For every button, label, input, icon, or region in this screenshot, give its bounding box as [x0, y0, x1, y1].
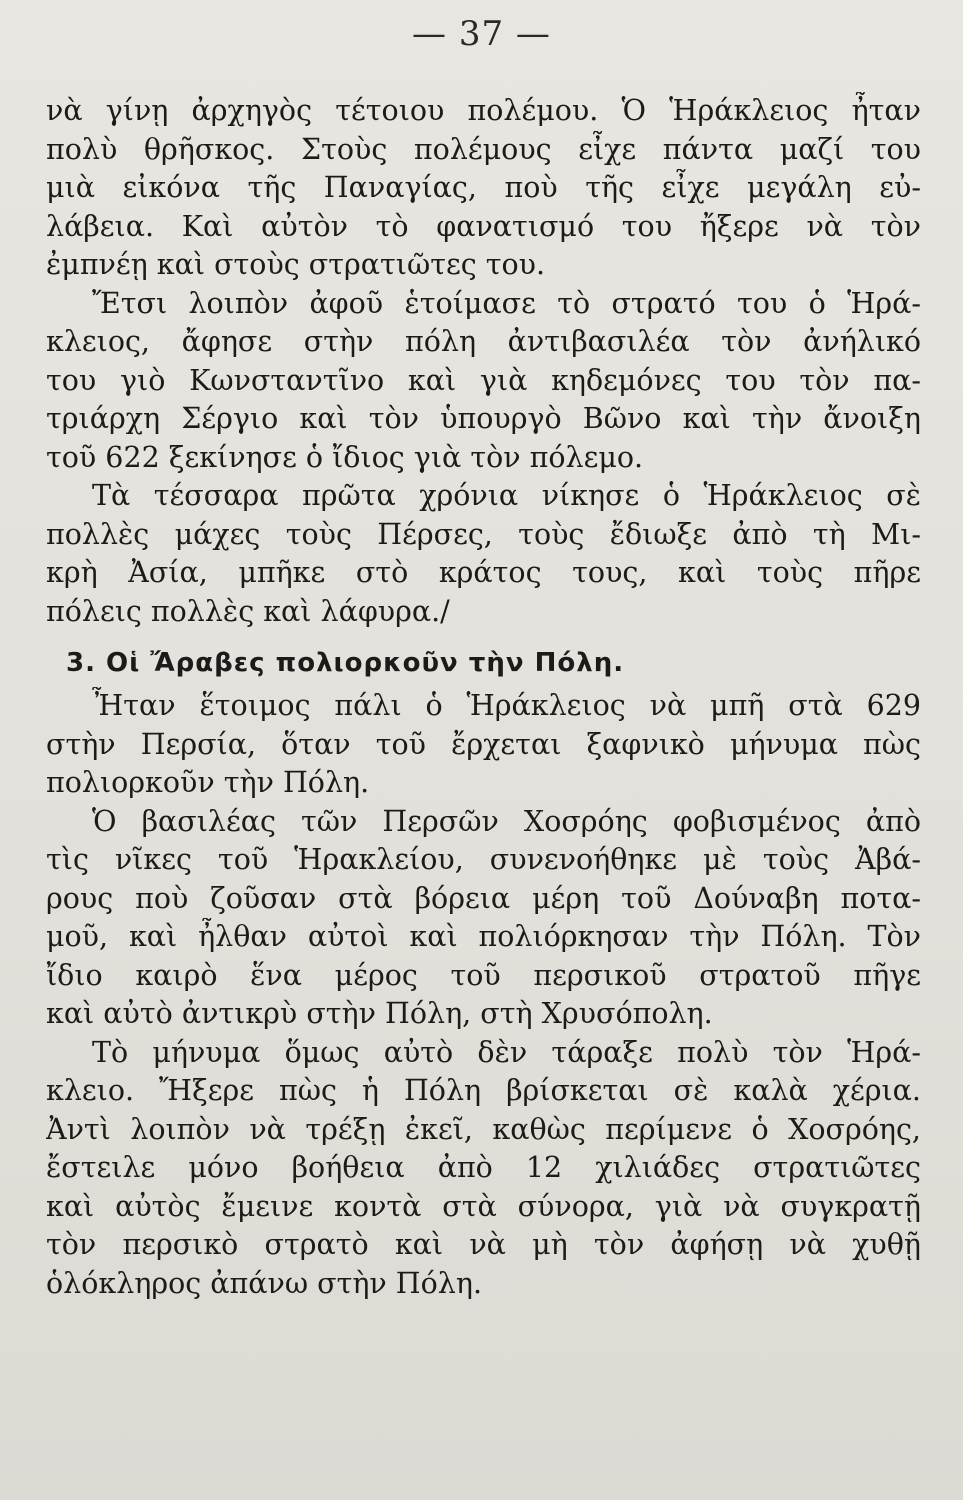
text-line: στὴν Περσία, ὅταν τοῦ ἔρχεται ξαφνικὸ μήνυμα πὼς — [46, 727, 921, 761]
text-upper — [46, 92, 921, 1303]
text-line: καὶ αὐτὸς ἔμεινε κοντὰ στὰ σύνορα, γιὰ νὰ συγκρατῇ — [46, 1189, 921, 1223]
text-line: νὰ γίνῃ ἀρχηγὸς τέτοιου πολέμου. Ὁ Ἡράκλειος ἦταν — [46, 94, 921, 127]
text-line: τοῦ 622 ξεκίνησε ὁ ἴδιος γιὰ τὸν πόλεμο. — [46, 440, 644, 474]
text-line: Ἔτσι λοιπὸν ἀφοῦ ἑτοίμασε τὸ στρατό του ὁ Ἡρά- — [92, 286, 921, 320]
paragraph — [46, 285, 921, 478]
text-line: πολὺ θρῆσκος. Στοὺς πολέμους εἶχε πάντα μαζί του — [46, 132, 921, 166]
text-line: ἐμπνέῃ καὶ στοὺς στρατιῶτες του. — [46, 248, 546, 281]
text-line: Ἦταν ἕτοιμος πάλι ὁ Ἡράκλειος νὰ μπῆ στὰ 629 — [92, 689, 921, 722]
text-line: ρους ποὺ ζοῦσαν στὰ βόρεια μέρη τοῦ Δούναβη ποτα- — [46, 881, 921, 915]
text-line: τὸν περσικὸ στρατὸ καὶ νὰ μὴ τὸν ἀφήσῃ νὰ χυθῇ — [46, 1228, 921, 1261]
text-line: λάβεια. Καὶ αὐτὸν τὸ φανατισμό του ἤξερε νὰ τὸν — [46, 209, 921, 243]
text-line: ἴδιο καιρὸ ἕνα μέρος τοῦ περσικοῦ στρατοῦ πῆγε — [46, 958, 921, 992]
text-line: ὁλόκληρος ἀπάνω στὴν Πόλη. — [46, 1266, 483, 1300]
text-line: κρὴ Ἀσία, μπῆκε στὸ κράτος τους, καὶ τοὺς πῆρε — [46, 556, 921, 589]
paragraph — [46, 1034, 921, 1304]
text-line: πολιορκοῦν τὴν Πόλη. — [46, 766, 370, 799]
paragraph — [46, 803, 921, 1034]
text-line: κλειο. Ἤξερε πὼς ἡ Πόλη βρίσκεται σὲ καλὰ χέρια. — [46, 1074, 921, 1107]
text-line: Τὰ τέσσαρα πρῶτα χρόνια νίκησε ὁ Ἡράκλειος σὲ — [92, 479, 921, 512]
text-line: Ἀντὶ λοιπὸν νὰ τρέξῃ ἐκεῖ, καθὼς περίμενε ὁ Χοσρόης, — [46, 1112, 921, 1146]
text-line: του γιὸ Κωνσταντῖνο καὶ γιὰ κηδεμόνες του τὸν πα- — [46, 363, 921, 397]
paragraph — [46, 477, 921, 631]
text-line: Ὁ βασιλέας τῶν Περσῶν Χοσρόης φοβισμένος ἀπὸ — [92, 804, 921, 838]
page-number: — 37 — — [412, 14, 551, 54]
paragraph — [46, 687, 921, 803]
text-line: τὶς νῖκες τοῦ Ἡρακλείου, συνενοήθηκε μὲ τοὺς Ἀβά- — [46, 843, 921, 876]
text-line: πόλεις πολλὲς καὶ λάφυρα./ — [46, 594, 450, 628]
text-line: μοῦ, καὶ ἦλθαν αὐτοὶ καὶ πολιόρκησαν τὴν Πόλη. Τὸν — [46, 920, 921, 953]
text-line: κλειος, ἄφησε στὴν πόλη ἀντιβασιλέα τὸν ἀνήλικό — [46, 325, 921, 358]
text-line: πολλὲς μάχες τοὺς Πέρσες, τοὺς ἔδιωξε ἀπὸ τὴ Μι- — [46, 517, 921, 551]
paragraph — [46, 92, 921, 285]
text-line: Τὸ μήνυμα ὅμως αὐτὸ δὲν τάραξε πολὺ τὸν Ἡρά- — [92, 1035, 921, 1069]
section-number: 3. — [66, 648, 96, 678]
text-line: ἔστειλε μόνο βοήθεια ἀπὸ 12 χιλιάδες στρατιῶτες — [46, 1151, 921, 1184]
section-heading — [46, 641, 921, 685]
text-line: καὶ αὐτὸ ἀντικρὺ στὴν Πόλη, στὴ Χρυσόπολη. — [46, 997, 713, 1030]
text-line: μιὰ εἰκόνα τῆς Παναγίας, ποὺ τῆς εἶχε μεγάλη εὐ- — [46, 171, 921, 204]
text-line: τριάρχη Σέργιο καὶ τὸν ὑπουργὸ Βῶνο καὶ τὴν ἄνοιξη — [46, 402, 921, 435]
section-title: Οἱ Ἄραβες πολιορκοῦν τὴν Πόλη. — [106, 648, 625, 678]
